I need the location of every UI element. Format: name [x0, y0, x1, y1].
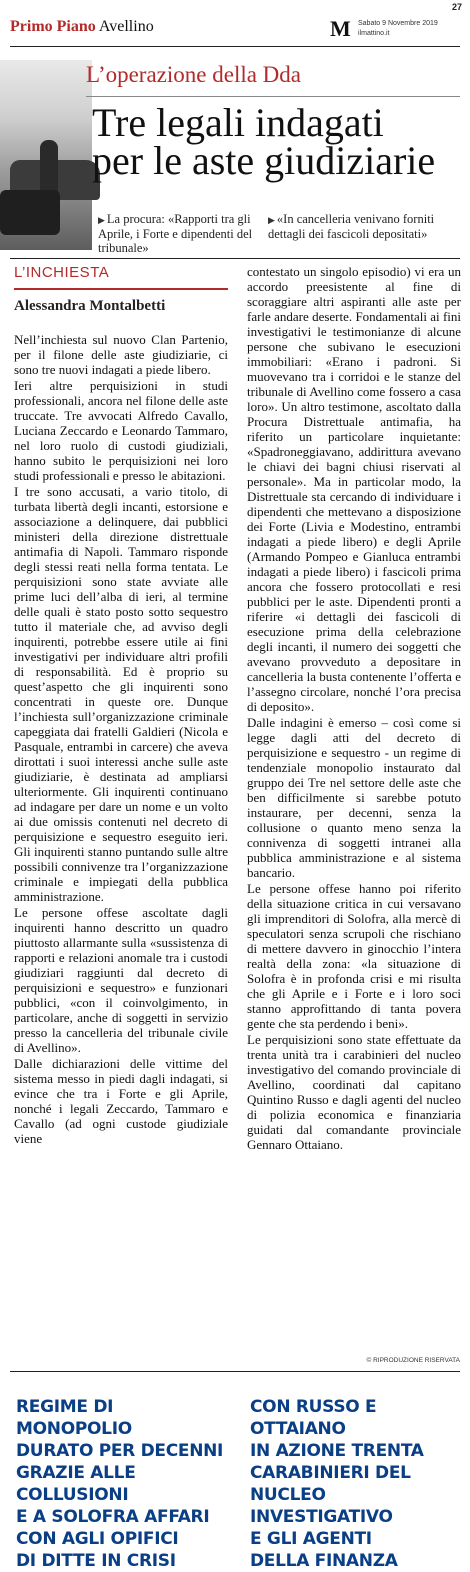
rubric-underline — [14, 288, 228, 290]
article-divider — [10, 258, 460, 259]
headline — [92, 100, 462, 183]
triangle-bullet-icon: ▶ — [268, 215, 275, 225]
callout-line: REGIME DI MONOPOLIO — [16, 1397, 132, 1439]
body-column-1 — [14, 332, 228, 1360]
section-label — [10, 18, 154, 36]
callout-line: GRAZIE ALLE COLLUSIONI — [16, 1463, 136, 1505]
subhead — [98, 212, 258, 255]
kicker: L’operazione della Dda — [86, 62, 301, 87]
body-paragraph: Nell’inchiesta sul nuovo Clan Partenio, per il filone delle aste giudiziarie, ci sono tre nuovi indagati a piede libero. — [14, 332, 228, 377]
author-byline: Alessandra Montalbetti — [14, 298, 166, 314]
body-paragraph: I tre sono accusati, a vario titolo, di turbata libertà degli incanti, estorsione e associazione a delinquere, dai pubblici ministeri della direzione distrettuale antimafia di Napoli. Tammaro risponde degli stessi reati nella forma tentata. Le perquisizioni sono state avviate alle prime luci dell’alba di ieri, al termine delle quali è stato posto sotto sequestro tutto il materiale che, ad avviso degli inquirenti, potrebbe essere utile ai fini investigativi per individuare altri profili di responsabilità. Ed è proprio su quest’aspetto che gli inquirenti sono concentrati in queste ore. Dunque l’inchiesta sull’organizzazione criminale capeggiata dai fratelli Galdieri (Nicola e Pasquale, entrambi in carcere) che aveva dirottati i suoi interessi anche sulle aste giudiziarie, è destinata ad ampliarsi ulteriormente. Gli inquirenti continuano ad indagare per dare un nome e un volto ai due omissis contenuti nel decreto di perquisizione e sequestro eseguito ieri. Gli inquirenti stanno puntando sulle altre possibili connivenze tra l’organizzazione criminale e impiegati della pubblica amministrazione. — [14, 484, 228, 904]
callout-line: DURATO PER DECENNI — [16, 1441, 224, 1461]
body-paragraph: Dalle dichiarazioni delle vittime del sistema messo in piedi dagli indagati, si evince che tra i Forte e gli Aprile, nonché i legali Zeccardo, Tammaro e Cavallo (ad ogni custode giudiziale viene — [14, 1056, 228, 1146]
callout-line: IN AZIONE TRENTA — [250, 1441, 424, 1461]
issue-date: Sabato 9 Novembre 2019 — [358, 20, 438, 27]
body-paragraph: Dalle indagini è emerso – così come si legge dagli atti del decreto di perquisizione e sequestro - un regime di tendenziale monopolio instaurato dal gruppo dei Tre nel settore delle aste che ben difficilmente si sarebbe potuto instaurare, per decenni, senza la collusione o quanto meno senza la connivenza di soggetti intranei alla pubblica amministrazione e al sistema bancario. — [247, 715, 461, 880]
photo-car-shape — [0, 190, 60, 235]
callout-divider — [10, 1371, 460, 1372]
section-city: Avellino — [98, 18, 154, 35]
callout-line: CARABINIERI DEL NUCLEO — [250, 1463, 411, 1505]
newspaper-logo: M — [330, 16, 351, 41]
page-number: 27 — [451, 2, 462, 12]
triangle-bullet-icon: ▶ — [98, 215, 105, 225]
callout-line: DELLA FINANZA — [250, 1551, 398, 1571]
body-column-2 — [247, 264, 461, 1362]
callout-line: E GLI AGENTI — [250, 1529, 372, 1549]
body-paragraph: Le persone offese ascoltate dagli inquirenti hanno descritto un quadro piuttosto allarmante sulla «sussistenza di rapporti e relazioni anomale tra i custodi giudiziari raggiunti dal decreto di perquisizioni e sequestro» e funzionari pubblici, «con il coinvolgimento, in particolare, anche di soggetti in servizio presso la cancelleria del tribunale civile di Avellino». — [14, 905, 228, 1055]
headline-line: Tre legali indagati — [92, 100, 384, 145]
header-divider — [10, 46, 460, 47]
kicker-divider — [86, 96, 460, 97]
callout-line: CON AGLI OPIFICI — [16, 1529, 179, 1549]
body-paragraph: Le persone offese hanno poi riferito della situazione critica in cui versavano gli imprenditori di Solofra, alla mercè di speculatori senza scrupoli che rischiano di mettere davvero in ginocchio l’intera realtà della zona: «la situazione di Solofra è in profonda crisi e mi risulta che gli Aprile e i Forte e i loro soci stanno approfittando di tanta povera gente che sta perdendo i beni». — [247, 881, 461, 1031]
body-paragraph: contestato un singolo episodio) vi era un accordo preesistente al fine di scoraggiare altri aspiranti alle aste per farle andare deserte. Fondamentali ai fini investigativi le testimonianze di alcune persone che subivano le esecuzioni immobiliari: «Erano i padroni. Si muovevano tra i corridoi e le stanze del tribunale di Avellino come fossero a casa loro». Un altro testimone, ascoltato dalla Procura Distrettuale antimafia, ha riferito un particolare inquietante: «Spadroneggiavano, addirittura avevano le chiavi dei bagni chiusi riservati al personale». Ma in particolar modo, la Distrettuale sta cercando di individuare i dipendenti che mettevano a disposizione dei Forte (Livia e Modestino, entrambi indagati a piede libero) e degli Aprile (Armando Pompeo e Gianluca entrambi indagati a piede libero) i fascicoli prima ancora che fossero protocollati e resi pubblici per le aste. Dipendenti pronti a riferire «i dettagli dei fascicoli di esecuzione prima della celebrazione degli incanti, il numero dei soggetti che avevano provveduto a depositare in cancelleria la busta contenente l’offerta e l’assegno circolare, nonché l’ora precisa di deposito». — [247, 264, 461, 714]
callout-box — [250, 1396, 460, 1572]
subhead-text: «In cancelleria venivano forniti dettagli dei fascicoli depositati» — [268, 212, 435, 241]
headline-line: per le aste giudiziarie — [92, 138, 436, 183]
callout-line: CON RUSSO E OTTAIANO — [250, 1397, 377, 1439]
page-header — [10, 18, 460, 44]
callout-line: DI DITTE IN CRISI — [16, 1551, 176, 1571]
callout-line: E A SOLOFRA AFFARI — [16, 1507, 210, 1527]
section-name: Primo Piano — [10, 18, 96, 35]
article-photo — [0, 60, 92, 250]
date-block — [358, 19, 438, 39]
subhead-text: La procura: «Rapporti tra gli Aprile, i Forte e dipendenti del tribunale» — [98, 212, 253, 255]
subhead — [268, 212, 466, 241]
callout-line: INVESTIGATIVO — [250, 1507, 393, 1527]
copyright-notice: © RIPRODUZIONE RISERVATA — [366, 1357, 460, 1364]
rubric: L’INCHIESTA — [14, 264, 110, 281]
body-paragraph: Le perquisizioni sono state effettuate da trenta unità tra i carabinieri del nucleo investigativo del comando provinciale di Avellino, coordinati dal capitano Quintino Russo e dagli agenti del nucleo di polizia economica e finanziaria guidati dal comandante provinciale Gennaro Ottaiano. — [247, 1032, 461, 1152]
site-url: ilmattino.it — [358, 30, 390, 37]
body-paragraph: Ieri altre perquisizioni in studi professionali, ancora nel filone delle aste truccate. Tre avvocati Alfredo Cavallo, Luciana Zeccardo e Leonardo Tammaro, nel loro ruolo di custodi giudiziali, hanno subito le perquisizioni nei loro studi professionali e presso le abitazioni. — [14, 378, 228, 483]
callout-box — [16, 1396, 226, 1572]
